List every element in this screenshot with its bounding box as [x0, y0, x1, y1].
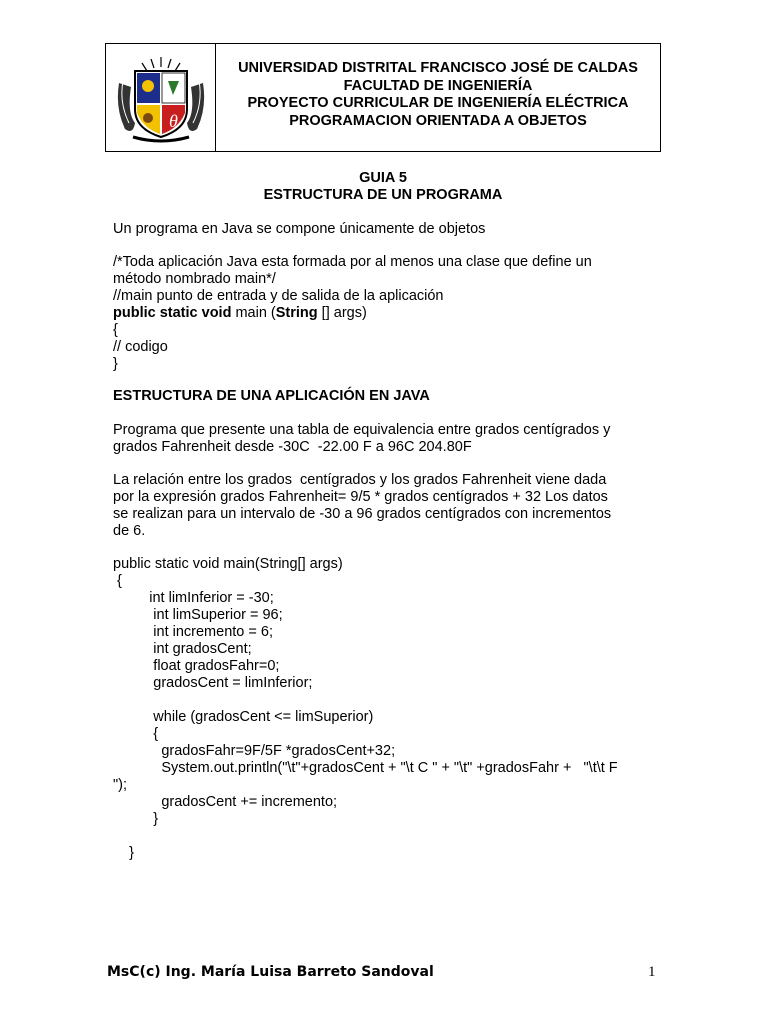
- comment-block: [113, 254, 653, 373]
- code-line: System.out.println("\t"+gradosCent + "\t C " + "\t" +gradosFahr + "\t\t F: [113, 760, 618, 776]
- guide-title: [113, 170, 653, 204]
- faculty-name: FACULTAD DE INGENIERÍA: [343, 77, 533, 94]
- paragraph-line: de 6.: [113, 523, 146, 539]
- code-line: int limInferior = -30;: [113, 590, 274, 606]
- comment-line: // codigo: [113, 339, 168, 355]
- code-line: gradosCent = limInferior;: [113, 675, 313, 691]
- program-name: PROYECTO CURRICULAR DE INGENIERÍA ELÉCTRICA: [247, 95, 629, 111]
- code-line: }: [113, 811, 159, 827]
- code-line: }: [113, 845, 134, 861]
- code-line: gradosCent += incremento;: [113, 794, 338, 810]
- footer-author: MsC(c) Ing. María Luisa Barreto Sandoval: [107, 964, 434, 980]
- main-signature: [113, 305, 653, 322]
- signature-type: String: [275, 305, 318, 321]
- paragraph-line: grados Fahrenheit desde -30C -22.00 F a 96C 204.80F: [113, 439, 472, 455]
- section-heading: ESTRUCTURA DE UNA APLICACIÓN EN JAVA: [113, 388, 430, 404]
- paragraph-2: [113, 472, 653, 540]
- comment-line: }: [113, 356, 118, 372]
- signature-mid: main (: [231, 305, 276, 321]
- code-line: ");: [113, 777, 128, 793]
- university-seal: [106, 44, 216, 151]
- paragraph-1: [113, 422, 653, 456]
- paragraph-line: por la expresión grados Fahrenheit= 9/5 * grados centígrados + 32 Los datos: [113, 489, 608, 505]
- guide-subtitle: ESTRUCTURA DE UN PROGRAMA: [263, 187, 503, 203]
- page-number: 1: [648, 964, 656, 980]
- comment-line: /*Toda aplicación Java esta formada por al menos una clase que define un: [113, 254, 592, 270]
- code-line: float gradosFahr=0;: [113, 658, 280, 674]
- paragraph-line: se realizan para un intervalo de -30 a 96 grados centígrados con incrementos: [113, 506, 612, 522]
- intro-text: Un programa en Java se compone únicamente de objetos: [113, 221, 486, 237]
- code-line: while (gradosCent <= limSuperior): [113, 709, 374, 725]
- code-block: [113, 556, 653, 862]
- comment-line: {: [113, 322, 118, 338]
- code-line: int incremento = 6;: [113, 624, 273, 640]
- university-name: UNIVERSIDAD DISTRITAL FRANCISCO JOSÉ DE CALDAS: [238, 60, 638, 76]
- signature-keywords: public static void: [113, 305, 232, 321]
- signature-end: [] args): [317, 305, 367, 321]
- comment-line: //main punto de entrada y de salida de la aplicación: [113, 288, 444, 304]
- code-line: int limSuperior = 96;: [113, 607, 283, 623]
- seal-icon: [113, 53, 209, 143]
- code-line: public static void main(String[] args): [113, 556, 343, 572]
- paragraph-line: La relación entre los grados centígrados y los grados Fahrenheit viene dada: [113, 472, 607, 488]
- code-line: gradosFahr=9F/5F *gradosCent+32;: [113, 743, 396, 759]
- header-box: [105, 43, 661, 152]
- code-line: [113, 828, 653, 845]
- guide-number: GUIA 5: [359, 170, 407, 186]
- code-line: int gradosCent;: [113, 641, 252, 657]
- paragraph-line: Programa que presente una tabla de equivalencia entre grados centígrados y: [113, 422, 611, 438]
- course-name: PROGRAMACION ORIENTADA A OBJETOS: [289, 112, 587, 129]
- svg-text:θ: θ: [168, 110, 178, 131]
- code-line: [113, 692, 653, 709]
- header-titles: [216, 44, 660, 151]
- code-line: {: [113, 573, 122, 589]
- code-line: {: [113, 726, 159, 742]
- comment-line: método nombrado main*/: [113, 271, 276, 287]
